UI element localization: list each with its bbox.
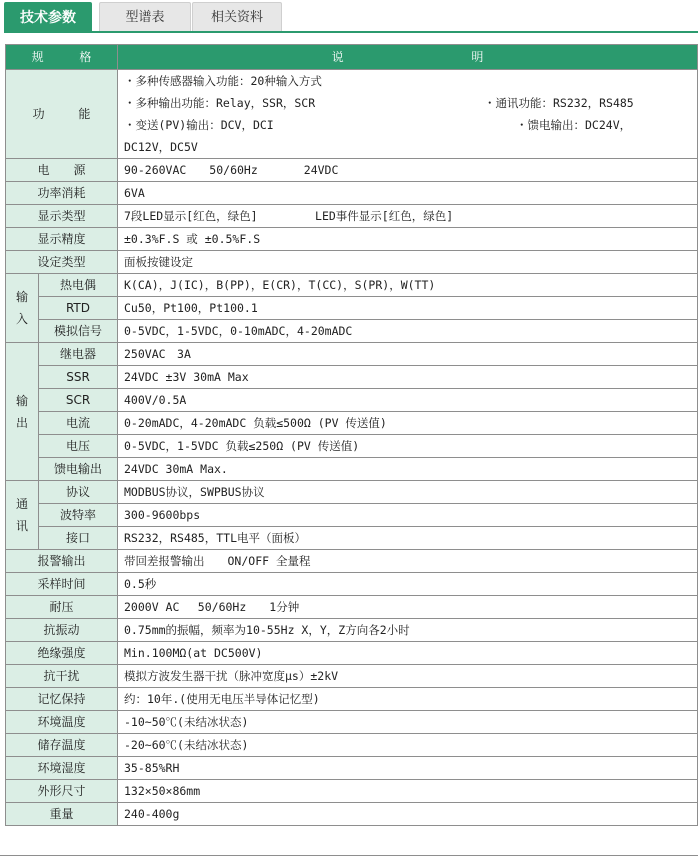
row-value: 132×50×86mm (118, 780, 698, 803)
function-line-3-right: ・馈电输出：DC24V， (516, 118, 632, 132)
row-value: 90-260VAC 50/60Hz 24VDC (118, 159, 698, 182)
function-line-3: ・变送(PV)输出：DCV，DCI (124, 118, 274, 132)
row-label: 设定类型 (6, 251, 118, 274)
row-label: RTD (39, 297, 118, 320)
row-label: SSR (39, 366, 118, 389)
row-label: 储存温度 (6, 734, 118, 757)
table-row (6, 412, 698, 435)
function-line-2-right: ・通讯功能：RS232，RS485 (484, 96, 634, 110)
header-spec-b: 格 (79, 50, 92, 64)
row-value: 带回差报警输出 ON/OFF 全量程 (118, 550, 698, 573)
row-value: Min.100MΩ(at DC500V) (118, 642, 698, 665)
row-value: -20~60℃(未结冰状态) (118, 734, 698, 757)
table-row (6, 665, 698, 688)
row-label: 显示类型 (6, 205, 118, 228)
function-label-a: 功 (32, 107, 45, 121)
row-label: 模拟信号 (39, 320, 118, 343)
row-label: 电流 (39, 412, 118, 435)
row-label: 电 源 (6, 159, 118, 182)
table-row (6, 504, 698, 527)
row-value: 6VA (118, 182, 698, 205)
row-label: 外形尺寸 (6, 780, 118, 803)
table-row (6, 182, 698, 205)
function-label (6, 70, 118, 159)
row-value: 约：10年.(使用无电压半导体记忆型) (118, 688, 698, 711)
header-desc-b: 明 (471, 50, 484, 64)
header-desc-a: 说 (331, 50, 344, 64)
tab-bar (0, 0, 698, 33)
comm-group-char-b: 讯 (15, 519, 28, 533)
table-row (6, 711, 698, 734)
function-line-4: DC12V，DC5V (124, 140, 198, 154)
tab-tech-params[interactable]: 技术参数 (4, 2, 92, 33)
row-value: 0.5秒 (118, 573, 698, 596)
row-value: MODBUS协议，SWPBUS协议 (118, 481, 698, 504)
table-header (6, 45, 698, 70)
row-value: Cu50，Pt100，Pt100.1 (118, 297, 698, 320)
table-row (6, 481, 698, 504)
row-value: 0.75mm的振幅，频率为10-55Hz X，Y，Z方向各2小时 (118, 619, 698, 642)
row-label: 抗干扰 (6, 665, 118, 688)
row-value: 300-9600bps (118, 504, 698, 527)
table-row (6, 527, 698, 550)
row-label: 电压 (39, 435, 118, 458)
header-spec (6, 45, 118, 70)
table-row (6, 780, 698, 803)
function-label-b: 能 (78, 107, 91, 121)
row-value: RS232，RS485，TTL电平（面板） (118, 527, 698, 550)
row-label: 环境温度 (6, 711, 118, 734)
table-row (6, 458, 698, 481)
comm-group-label (6, 481, 39, 550)
row-value: 0-5VDC，1-5VDC 负载≤250Ω (PV 传送值) (118, 435, 698, 458)
table-row (6, 757, 698, 780)
row-value: 240-400g (118, 803, 698, 826)
table-row (6, 366, 698, 389)
tab-related-docs[interactable]: 相关资料 (192, 2, 282, 33)
row-value: 24VDC 30mA Max. (118, 458, 698, 481)
row-value: 400V/0.5A (118, 389, 698, 412)
header-desc (118, 45, 698, 70)
row-label: 功率消耗 (6, 182, 118, 205)
row-label: 重量 (6, 803, 118, 826)
header-spec-a: 规 (31, 50, 44, 64)
spec-table (5, 44, 698, 826)
function-value (118, 70, 698, 159)
row-value: ±0.3%F.S 或 ±0.5%F.S (118, 228, 698, 251)
row-label: 绝缘强度 (6, 642, 118, 665)
table-row (6, 596, 698, 619)
table-row (6, 251, 698, 274)
table-row (6, 320, 698, 343)
row-label: 热电偶 (39, 274, 118, 297)
table-row (6, 297, 698, 320)
table-row (6, 389, 698, 412)
table-row (6, 343, 698, 366)
output-group-char-b: 出 (15, 415, 28, 430)
tab-model-list[interactable]: 型谱表 (99, 2, 191, 33)
table-row (6, 688, 698, 711)
row-value: -10~50℃(未结冰状态) (118, 711, 698, 734)
row-value: 0-5VDC，1-5VDC，0-10mADC，4-20mADC (118, 320, 698, 343)
table-row (6, 573, 698, 596)
row-value: 面板按键设定 (118, 251, 698, 274)
input-group-label (6, 274, 39, 343)
row-label: 接口 (39, 527, 118, 550)
function-line-1: ・多种传感器输入功能：20种输入方式 (124, 74, 322, 88)
row-label: 记忆保持 (6, 688, 118, 711)
row-label: 波特率 (39, 504, 118, 527)
row-value: 0-20mADC，4-20mADC 负载≤500Ω (PV 传送值) (118, 412, 698, 435)
row-label: SCR (39, 389, 118, 412)
row-label: 报警输出 (6, 550, 118, 573)
row-value: 35-85%RH (118, 757, 698, 780)
row-label: 耐压 (6, 596, 118, 619)
function-line-2: ・多种输出功能：Relay，SSR，SCR (124, 96, 316, 110)
row-label: 采样时间 (6, 573, 118, 596)
row-function (6, 70, 698, 159)
row-label: 继电器 (39, 343, 118, 366)
input-group-char-b: 入 (15, 312, 28, 326)
row-label: 馈电输出 (39, 458, 118, 481)
row-value: 2000V AC 50/60Hz 1分钟 (118, 596, 698, 619)
row-label: 协议 (39, 481, 118, 504)
comm-group-char-a: 通 (15, 497, 28, 511)
row-value: 250VAC 3A (118, 343, 698, 366)
row-label: 抗振动 (6, 619, 118, 642)
table-row (6, 205, 698, 228)
row-value: 24VDC ±3V 30mA Max (118, 366, 698, 389)
row-label: 环境湿度 (6, 757, 118, 780)
table-row (6, 619, 698, 642)
output-group-char-a: 输 (15, 393, 28, 408)
table-row (6, 228, 698, 251)
output-group-label (6, 343, 39, 481)
table-row (6, 274, 698, 297)
row-value: 模拟方波发生器干扰（脉冲宽度μs）±2kV (118, 665, 698, 688)
bottom-rule (0, 855, 698, 856)
row-value: 7段LED显示[红色，绿色] LED事件显示[红色，绿色] (118, 205, 698, 228)
table-row (6, 435, 698, 458)
table-row (6, 734, 698, 757)
row-label: 显示精度 (6, 228, 118, 251)
table-row (6, 803, 698, 826)
tab-underline (4, 31, 698, 33)
table-row (6, 642, 698, 665)
table-row (6, 550, 698, 573)
input-group-char-a: 输 (15, 290, 28, 304)
row-value: K(CA)，J(IC)，B(PP)，E(CR)，T(CC)，S(PR)，W(TT) (118, 274, 698, 297)
table-row (6, 159, 698, 182)
